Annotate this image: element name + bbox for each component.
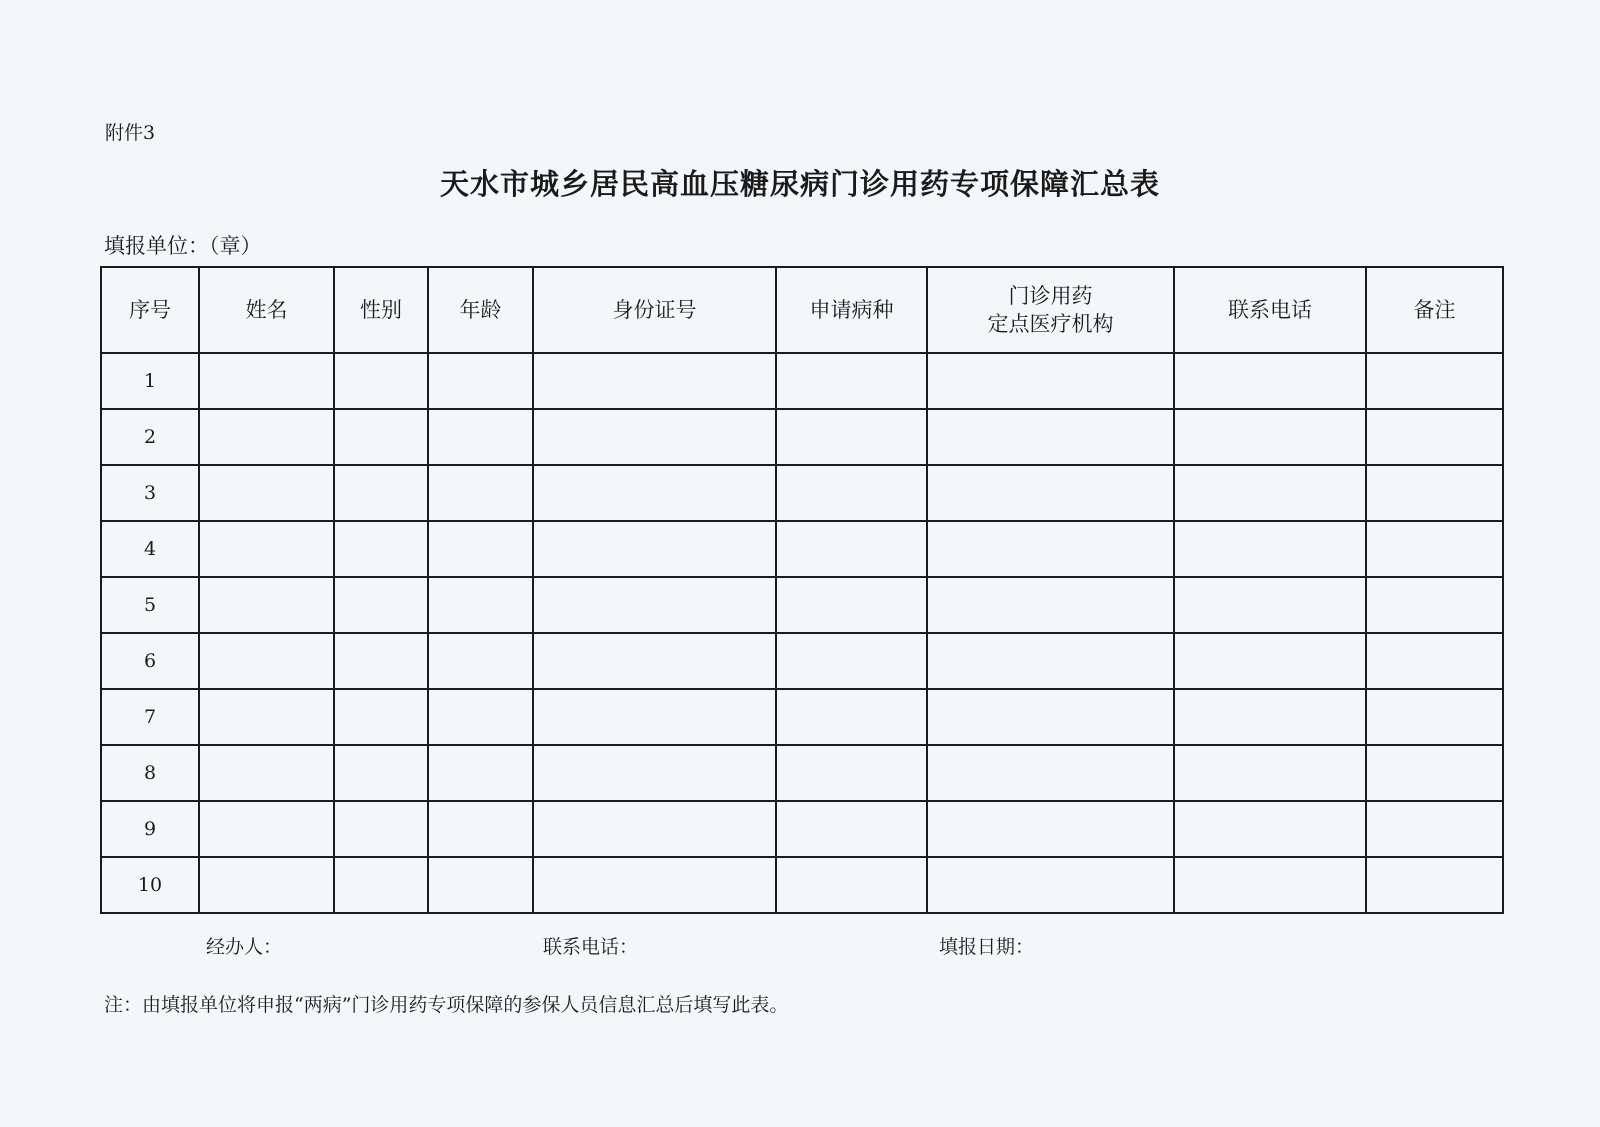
cell-gender bbox=[334, 409, 428, 465]
cell-phone bbox=[1174, 409, 1366, 465]
cell-id-number bbox=[533, 689, 776, 745]
cell-name bbox=[199, 745, 334, 801]
cell-disease bbox=[776, 409, 927, 465]
table-row bbox=[101, 689, 1503, 745]
row-number: 8 bbox=[101, 745, 199, 801]
footnote: 注：由填报单位将申报“两病”门诊用药专项保障的参保人员信息汇总后填写此表。 bbox=[104, 994, 789, 1016]
cell-gender bbox=[334, 745, 428, 801]
cell-institution bbox=[927, 633, 1174, 689]
cell-disease bbox=[776, 633, 927, 689]
row-number: 3 bbox=[101, 465, 199, 521]
cell-remarks bbox=[1366, 801, 1503, 857]
row-number: 6 bbox=[101, 633, 199, 689]
cell-institution bbox=[927, 353, 1174, 409]
row-number: 2 bbox=[101, 409, 199, 465]
row-number: 7 bbox=[101, 689, 199, 745]
cell-disease bbox=[776, 465, 927, 521]
cell-remarks bbox=[1366, 353, 1503, 409]
summary-table bbox=[100, 266, 1504, 914]
cell-disease bbox=[776, 353, 927, 409]
cell-institution bbox=[927, 521, 1174, 577]
table-row bbox=[101, 577, 1503, 633]
cell-remarks bbox=[1366, 689, 1503, 745]
cell-institution bbox=[927, 745, 1174, 801]
cell-id-number bbox=[533, 745, 776, 801]
cell-disease bbox=[776, 521, 927, 577]
cell-age bbox=[428, 689, 533, 745]
cell-remarks bbox=[1366, 745, 1503, 801]
cell-age bbox=[428, 409, 533, 465]
cell-remarks bbox=[1366, 521, 1503, 577]
document-title: 天水市城乡居民高血压糖尿病门诊用药专项保障汇总表 bbox=[439, 167, 1160, 201]
cell-age bbox=[428, 745, 533, 801]
cell-gender bbox=[334, 857, 428, 913]
phone-label: 联系电话： bbox=[543, 936, 639, 958]
cell-phone bbox=[1174, 745, 1366, 801]
cell-id-number bbox=[533, 409, 776, 465]
header-seq: 序号 bbox=[101, 267, 199, 353]
cell-name bbox=[199, 633, 334, 689]
cell-gender bbox=[334, 801, 428, 857]
cell-remarks bbox=[1366, 409, 1503, 465]
table-row bbox=[101, 633, 1503, 689]
cell-id-number bbox=[533, 577, 776, 633]
header-gender: 性别 bbox=[334, 267, 428, 353]
cell-gender bbox=[334, 689, 428, 745]
cell-phone bbox=[1174, 577, 1366, 633]
cell-institution bbox=[927, 577, 1174, 633]
cell-phone bbox=[1174, 857, 1366, 913]
cell-name bbox=[199, 577, 334, 633]
cell-remarks bbox=[1366, 577, 1503, 633]
table-row bbox=[101, 745, 1503, 801]
row-number: 9 bbox=[101, 801, 199, 857]
cell-phone bbox=[1174, 521, 1366, 577]
cell-institution bbox=[927, 857, 1174, 913]
cell-disease bbox=[776, 857, 927, 913]
cell-institution bbox=[927, 801, 1174, 857]
cell-id-number bbox=[533, 521, 776, 577]
cell-age bbox=[428, 577, 533, 633]
header-disease: 申请病种 bbox=[776, 267, 927, 353]
cell-age bbox=[428, 521, 533, 577]
cell-phone bbox=[1174, 353, 1366, 409]
cell-age bbox=[428, 353, 533, 409]
cell-name bbox=[199, 465, 334, 521]
cell-phone bbox=[1174, 801, 1366, 857]
cell-institution bbox=[927, 689, 1174, 745]
fill-unit-label: 填报单位：（章） bbox=[104, 234, 262, 258]
cell-name bbox=[199, 689, 334, 745]
row-number: 4 bbox=[101, 521, 199, 577]
cell-disease bbox=[776, 801, 927, 857]
cell-name bbox=[199, 521, 334, 577]
cell-disease bbox=[776, 577, 927, 633]
cell-id-number bbox=[533, 801, 776, 857]
attachment-label: 附件3 bbox=[105, 122, 156, 144]
cell-id-number bbox=[533, 465, 776, 521]
row-number: 10 bbox=[101, 857, 199, 913]
header-phone: 联系电话 bbox=[1174, 267, 1366, 353]
cell-id-number bbox=[533, 633, 776, 689]
header-remarks: 备注 bbox=[1366, 267, 1503, 353]
table-row bbox=[101, 353, 1503, 409]
header-name: 姓名 bbox=[199, 267, 334, 353]
cell-phone bbox=[1174, 689, 1366, 745]
cell-gender bbox=[334, 521, 428, 577]
cell-name bbox=[199, 801, 334, 857]
table-row bbox=[101, 857, 1503, 913]
cell-id-number bbox=[533, 857, 776, 913]
cell-age bbox=[428, 633, 533, 689]
cell-disease bbox=[776, 745, 927, 801]
cell-gender bbox=[334, 577, 428, 633]
cell-remarks bbox=[1366, 633, 1503, 689]
table-row bbox=[101, 465, 1503, 521]
table-row bbox=[101, 409, 1503, 465]
cell-id-number bbox=[533, 353, 776, 409]
cell-disease bbox=[776, 689, 927, 745]
cell-gender bbox=[334, 465, 428, 521]
cell-name bbox=[199, 353, 334, 409]
row-number: 5 bbox=[101, 577, 199, 633]
cell-name bbox=[199, 409, 334, 465]
table-header-row bbox=[101, 267, 1503, 353]
cell-phone bbox=[1174, 465, 1366, 521]
header-institution: 门诊用药 定点医疗机构 bbox=[927, 267, 1174, 353]
cell-gender bbox=[334, 353, 428, 409]
cell-age bbox=[428, 857, 533, 913]
cell-name bbox=[199, 857, 334, 913]
header-id-number: 身份证号 bbox=[533, 267, 776, 353]
cell-age bbox=[428, 801, 533, 857]
cell-institution bbox=[927, 465, 1174, 521]
handler-label: 经办人： bbox=[206, 936, 283, 958]
cell-gender bbox=[334, 633, 428, 689]
cell-remarks bbox=[1366, 857, 1503, 913]
table-row bbox=[101, 801, 1503, 857]
cell-institution bbox=[927, 409, 1174, 465]
date-label: 填报日期： bbox=[939, 936, 1035, 958]
cell-age bbox=[428, 465, 533, 521]
cell-phone bbox=[1174, 633, 1366, 689]
row-number: 1 bbox=[101, 353, 199, 409]
table-row bbox=[101, 521, 1503, 577]
header-age: 年龄 bbox=[428, 267, 533, 353]
cell-remarks bbox=[1366, 465, 1503, 521]
